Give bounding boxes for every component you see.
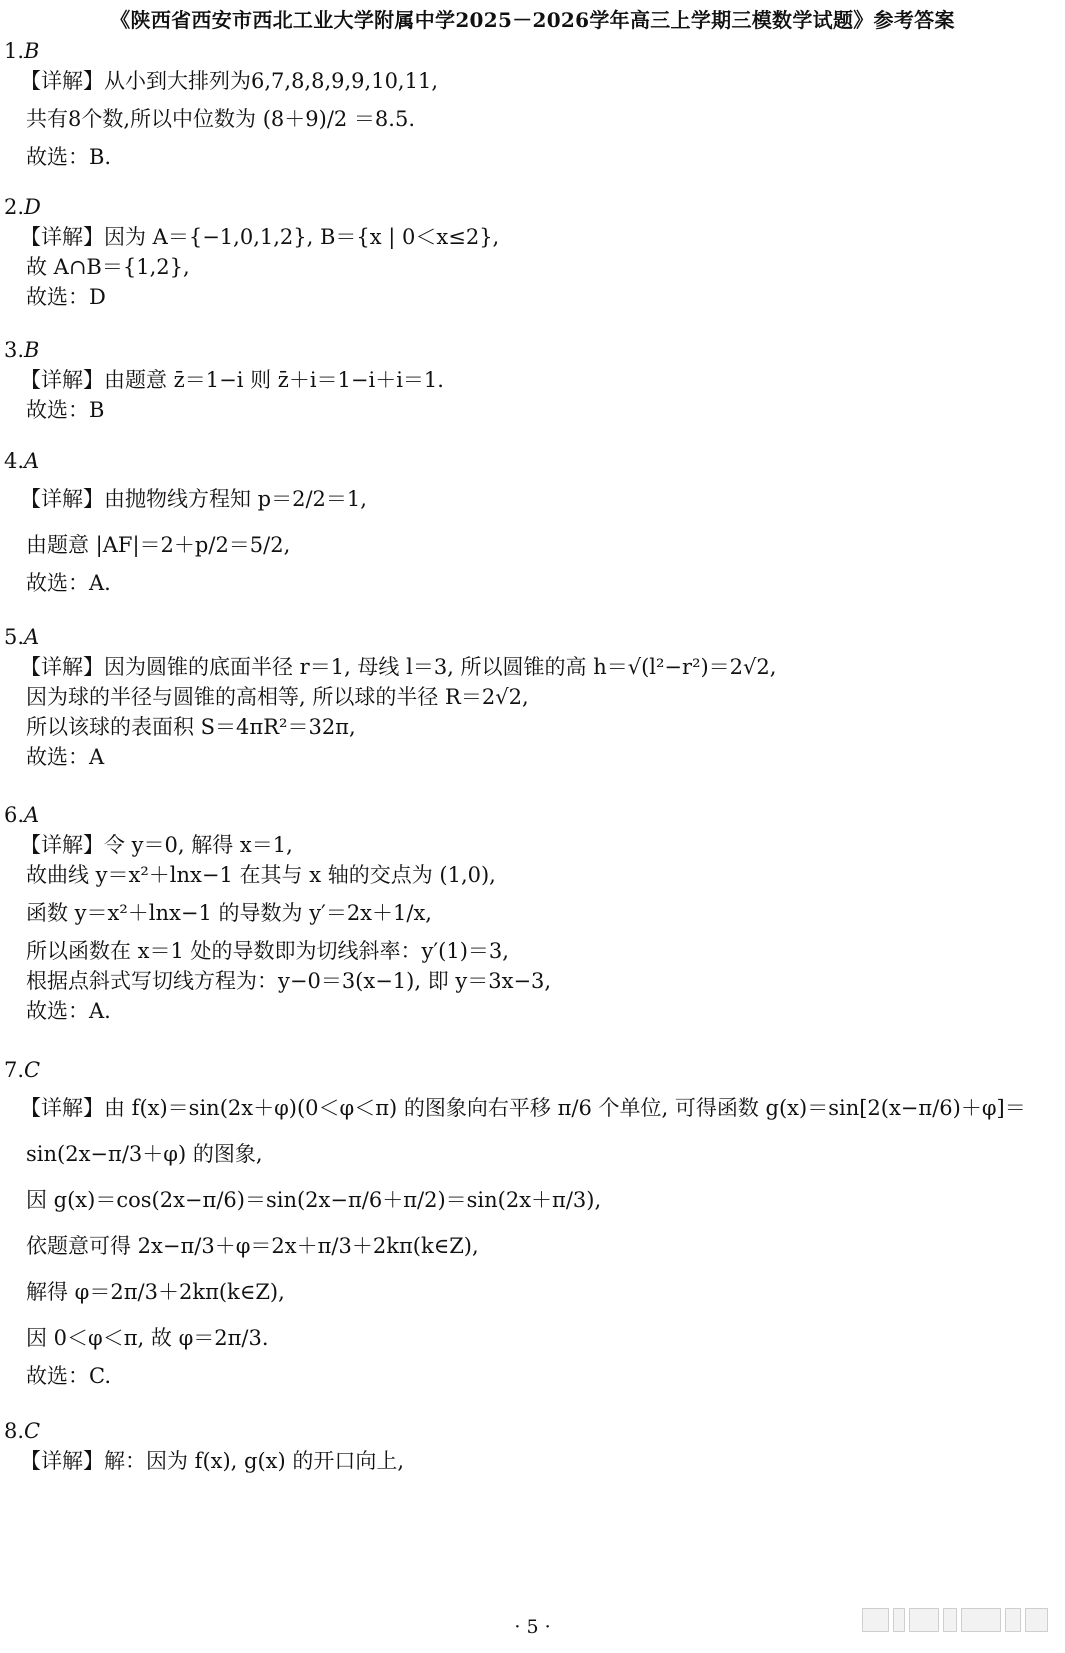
- question-number: 7.: [4, 1058, 25, 1082]
- answer-header: [0, 622, 1055, 652]
- answer-letter: C: [24, 1058, 41, 1082]
- question-number: 5.: [4, 625, 25, 649]
- solution-line: 依题意可得 2x−π/3＋φ＝2x＋π/3＋2kπ(k∈Z),: [26, 1234, 479, 1258]
- solution-line: 故曲线 y＝x²＋lnx−1 在其与 x 轴的交点为 (1,0),: [26, 863, 496, 887]
- solution-line: 因为球的半径与圆锥的高相等, 所以球的半径 R＝2√2,: [26, 685, 529, 709]
- solution-line: 故选：C.: [26, 1364, 111, 1388]
- answer-letter: C: [24, 1419, 41, 1443]
- solution-line: 【详解】由题意 z̄＝1−i 则 z̄＋i＝1−i＋i＝1.: [20, 368, 444, 392]
- answer-letter: D: [24, 195, 41, 219]
- question-number: 3.: [4, 338, 25, 362]
- solution-line: 【详解】解：因为 f(x), g(x) 的开口向上,: [20, 1449, 405, 1473]
- solution-line: 【详解】从小到大排列为6,7,8,8,9,9,10,11,: [20, 69, 439, 93]
- question-8: [0, 1416, 1055, 1476]
- solution-line: 故选：B.: [26, 145, 112, 169]
- page-title: 《陕西省西安市西北工业大学附属中学2025－2026学年高三上学期三模数学试题》参考答案: [110, 8, 955, 32]
- solution-line: 由题意 |AF|＝2＋p/2＝5/2,: [26, 533, 291, 557]
- page-number: · 5 ·: [514, 1616, 551, 1638]
- solution-line: 根据点斜式写切线方程为：y−0＝3(x−1), 即 y＝3x−3,: [26, 969, 552, 993]
- answer-header: [0, 800, 1055, 830]
- question-2: [0, 192, 1055, 312]
- answer-letter: A: [24, 803, 40, 827]
- question-1: [0, 36, 1055, 172]
- solution-line: 所以该球的表面积 S＝4πR²＝32π,: [26, 715, 356, 739]
- solution-line: 故选：A.: [26, 571, 111, 595]
- question-number: 4.: [4, 449, 25, 473]
- solution-line: 故 A∩B＝{1,2},: [26, 255, 190, 279]
- answer-header: [0, 335, 1055, 365]
- solution-line: 因 g(x)＝cos(2x−π/6)＝sin(2x−π/6＋π/2)＝sin(2x＋π/3),: [26, 1188, 602, 1212]
- solution-line: 故选：D: [26, 285, 106, 309]
- answer-header: [0, 1055, 1055, 1085]
- solution-line: 【详解】因为圆锥的底面半径 r＝1, 母线 l＝3, 所以圆锥的高 h＝√(l²−r²)＝2√2,: [20, 655, 777, 679]
- question-6: [0, 800, 1055, 1026]
- question-4: [0, 446, 1055, 598]
- question-number: 2.: [4, 195, 25, 219]
- answer-letter: B: [24, 39, 40, 63]
- question-number: 8.: [4, 1419, 25, 1443]
- solution-line: 故选：A.: [26, 999, 111, 1023]
- answer-header: [0, 446, 1055, 476]
- question-7: [0, 1055, 1055, 1391]
- answer-letter: A: [24, 625, 40, 649]
- solution-line: 所以函数在 x＝1 处的导数即为切线斜率：y′(1)＝3,: [26, 939, 509, 963]
- solution-line: 因 0＜φ＜π, 故 φ＝2π/3.: [26, 1326, 269, 1350]
- solution-line: 【详解】由 f(x)＝sin(2x＋φ)(0＜φ＜π) 的图象向右平移 π/6 个单位, 可得函数 g(x)＝sin[2(x−π/6)＋φ]＝: [20, 1096, 1026, 1120]
- solution-line: 函数 y＝x²＋lnx−1 的导数为 y′＝2x＋1/x,: [26, 901, 432, 925]
- question-5: [0, 622, 1055, 772]
- answer-letter: B: [24, 338, 40, 362]
- question-3: [0, 335, 1055, 425]
- question-number: 1.: [4, 39, 25, 63]
- solution-line: 【详解】因为 A＝{−1,0,1,2}, B＝{x | 0＜x≤2},: [20, 225, 500, 249]
- answer-header: [0, 36, 1055, 66]
- solution-line: 【详解】令 y＝0, 解得 x＝1,: [20, 833, 293, 857]
- solution-line: 解得 φ＝2π/3＋2kπ(k∈Z),: [26, 1280, 285, 1304]
- answer-header: [0, 192, 1055, 222]
- answer-letter: A: [24, 449, 40, 473]
- question-number: 6.: [4, 803, 25, 827]
- solution-line: 故选：B: [26, 398, 105, 422]
- solution-line: 共有8个数,所以中位数为 (8＋9)/2 ＝8.5.: [26, 107, 416, 131]
- solution-line: sin(2x−π/3＋φ) 的图象,: [26, 1142, 263, 1166]
- answer-header: [0, 1416, 1055, 1446]
- solution-line: 【详解】由抛物线方程知 p＝2/2＝1,: [20, 487, 367, 511]
- watermark-bars: [862, 1608, 1048, 1632]
- solution-line: 故选：A: [26, 745, 105, 769]
